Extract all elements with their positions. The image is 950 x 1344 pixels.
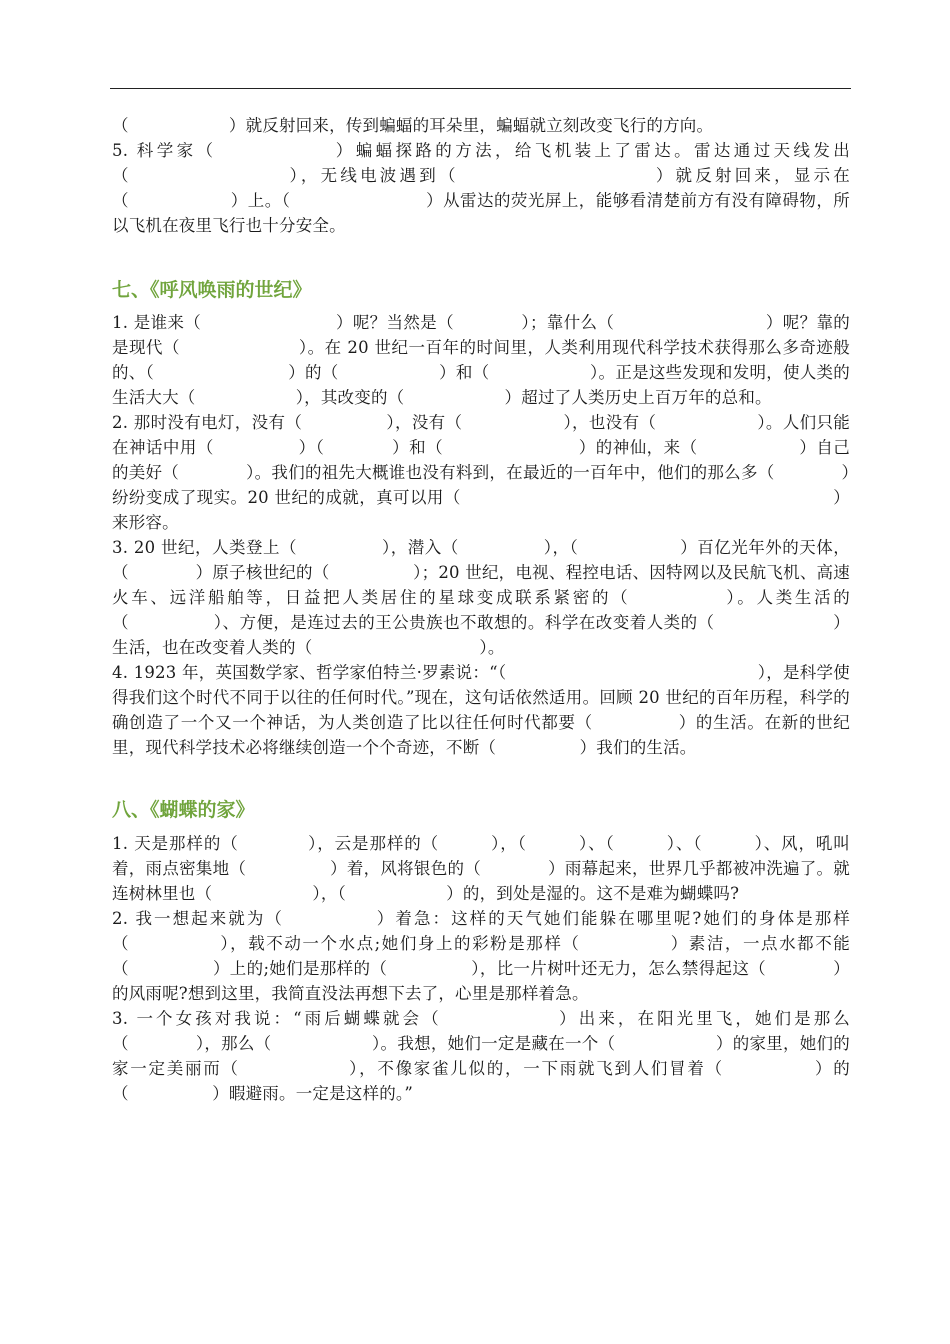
section8-paragraph-1: 1. 天是那样的（ ），云是那样的（ ），（ ）、（ ）、（ ）、风，吼叫着，雨点密集地（ ）着，风将银色的（ ）雨幕起来，世界几乎都被冲洗遍了。就连树林里也（ ），（ ）的，到处是湿的。这不是难为蝴蝶吗? bbox=[112, 834, 850, 903]
section7-paragraph-2: 2. 那时没有电灯，没有（ ），没有（ ），也没有（ ）。人们只能在神话中用（ ）（ ）和（ ）的神仙，来（ ）自己的美好（ ）。我们的祖先大概谁也没有料到，在最近的一百年中，他们的那么多（ ）纷纷变成了现实。20 世纪的成就，真可以用（ ）来形容。 bbox=[112, 413, 850, 532]
section6-paragraph-5: 5. 科学家（ ）蝙蝠探路的方法，给飞机装上了雷达。雷达通过天线发出（ ），无线电波遇到（ ）就反射回来，显示在（ ）上。（ ）从雷达的荧光屏上，能够看清楚前方有没有障碍物，所以飞机在夜里飞行也十分安全。 bbox=[112, 141, 850, 235]
section7-title: 七、《呼风唤雨的世纪》 bbox=[112, 279, 312, 301]
header-rule bbox=[110, 88, 851, 89]
section8-paragraph-3: 3. 一个女孩对我说：“雨后蝴蝶就会（ ）出来，在阳光里飞，她们是那么（ ），那么（ ）。我想，她们一定是藏在一个（ ）的家里，她们的家一定美丽而（ ），不像家雀儿似的，一下雨就飞到人们冒着（ ）的（ ）暇避雨。一定是这样的。” bbox=[112, 1009, 850, 1103]
section7-paragraph-1: 1. 是谁来（ ）呢？当然是（ ）；靠什么（ ）呢？靠的是现代（ ）。在 20 世纪一百年的时间里，人类利用现代科学技术获得那么多奇迹般的、（ ）的（ ）和（ ）。正是这些发现和发明，使人类的生活大大（ ），其改变的（ ）超过了人类历史上百万年的总和。 bbox=[112, 313, 850, 407]
section7-paragraph-3: 3. 20 世纪，人类登上（ ），潜入（ ），（ ）百亿光年外的天体，（ ）原子核世纪的（ ）；20 世纪，电视、程控电话、因特网以及民航飞机、高速火车、远洋船舶等，日益把人类居住的星球变成联系紧密的（ ）。人类生活的（ ）、方便，是连过去的王公贵族也不敢想的。科学在改变着人类的（ ）生活，也在改变着人类的（ ）。 bbox=[112, 538, 850, 657]
section6-paragraph-tail: （ ）就反射回来，传到蝙蝠的耳朵里，蝙蝠就立刻改变飞行的方向。 bbox=[112, 116, 714, 135]
section7-paragraph-4: 4. 1923 年，英国数学家、哲学家伯特兰·罗素说：“（ ），是科学使得我们这个时代不同于以往的任何时代。”现在，这句话依然适用。回顾 20 世纪的百年历程，科学的确创造了一个又一个神话，为人类创造了比以往任何时代都要（ ）的生活。在新的世纪里，现代科学技术必将继续创造一个个奇迹，不断（ ）我们的生活。 bbox=[112, 663, 850, 757]
worksheet-body bbox=[112, 113, 850, 1106]
section8-title: 八、《蝴蝶的家》 bbox=[112, 799, 255, 821]
section8-paragraph-2: 2. 我一想起来就为（ ）着急：这样的天气她们能躲在哪里呢?她们的身体是那样（ ），载不动一个水点;她们身上的彩粉是那样（ ）素洁，一点水都不能（ ）上的;她们是那样的（ ），比一片树叶还无力，怎么禁得起这（ ）的风雨呢?想到这里，我简直没法再想下去了，心里是那样着急。 bbox=[112, 909, 850, 1003]
